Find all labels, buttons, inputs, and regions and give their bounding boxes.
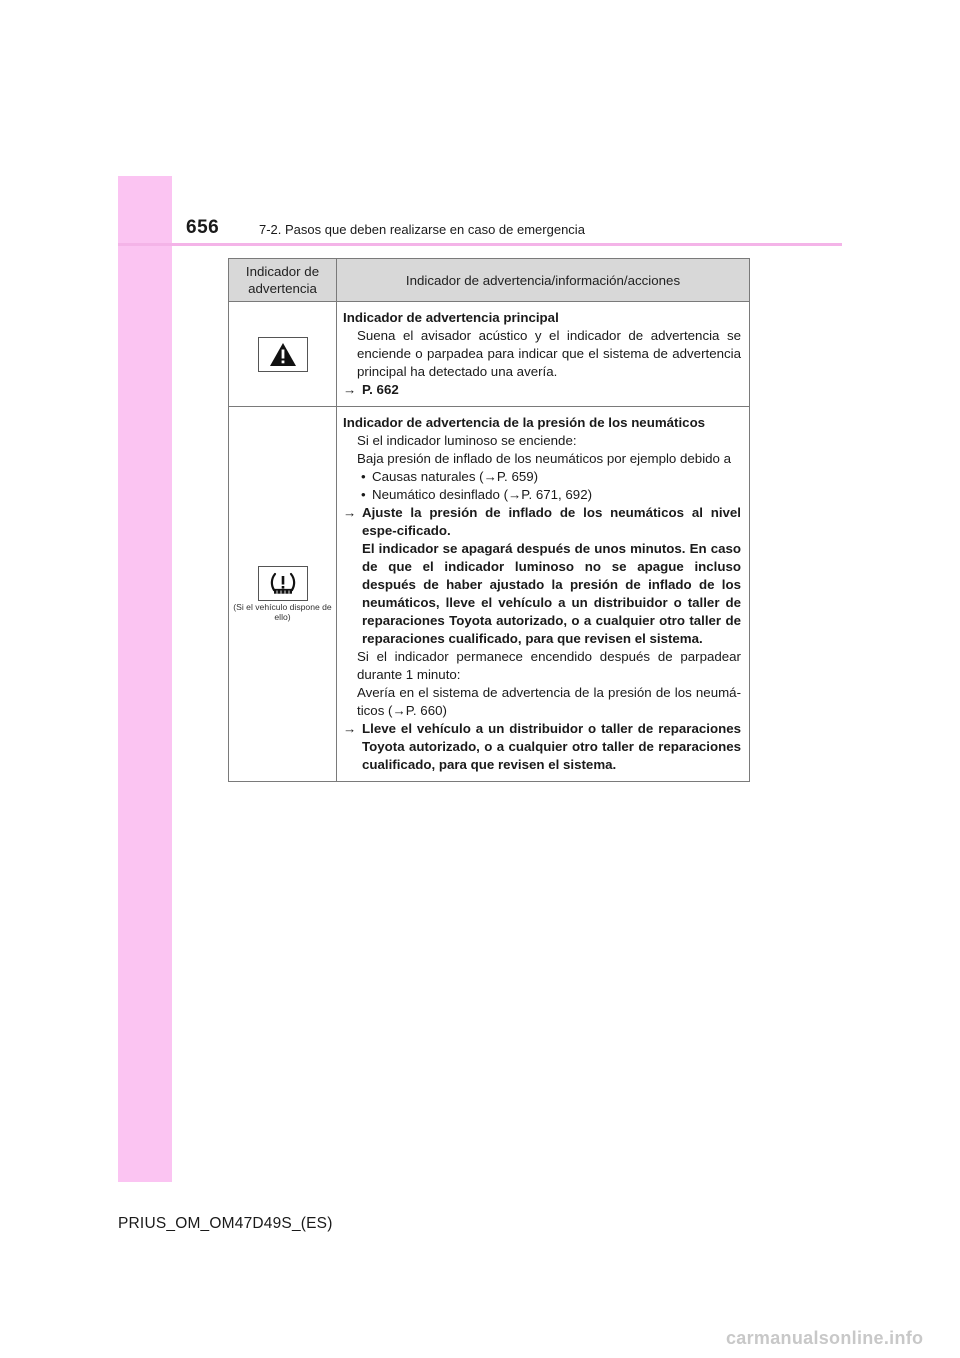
arrow-glyph: →	[343, 721, 357, 736]
watermark: carmanualsonline.info	[726, 1328, 924, 1348]
document-code: PRIUS_OM_OM47D49S_(ES)	[118, 1215, 333, 1232]
list-item	[343, 468, 741, 486]
condition-text: Baja presión de inflado de los neumáticos por ejemplo debido a	[357, 451, 732, 466]
page-number: 656	[186, 217, 220, 238]
action-text: Ajuste la presión de inflado de los neumáticos al nivel espe-cificado.	[362, 505, 741, 538]
header-rule	[118, 243, 842, 246]
bullet-glyph: •	[361, 469, 366, 484]
table-row	[229, 407, 750, 782]
list-item-text: Neumático desinflado (→P. 671, 692)	[372, 487, 593, 502]
row-title: Indicador de advertencia de la presión de los neumáticos	[343, 415, 706, 430]
condition-detail: Avería en el sistema de advertencia de la presión de los neumá-ticos (→P. 660)	[357, 685, 741, 718]
page-reference-text: P. 662	[362, 382, 399, 397]
tire-pressure-warning-icon	[258, 566, 308, 601]
row-description: Suena el avisador acústico y el indicador de advertencia se enciende o parpadea para indicar que el sistema de advertencia principal ha detectado una avería.	[357, 328, 741, 379]
row-title: Indicador de advertencia principal	[343, 310, 559, 325]
indicator-cell	[229, 407, 337, 782]
action-text: Lleve el vehículo a un distribuidor o taller de reparaciones Toyota autorizado, o a cualquier otro taller de reparaciones cualificado, para que revisen el sistema.	[362, 721, 741, 772]
column-header-indicator: Indicador de advertencia	[229, 259, 337, 302]
condition-text: Si el indicador permanece encendido después de parpadear durante 1 minuto:	[357, 649, 741, 682]
table-row	[229, 302, 750, 407]
condition-heading: Si el indicador luminoso se enciende:	[357, 433, 577, 448]
indicator-cell	[229, 302, 337, 407]
column-header-description: Indicador de advertencia/información/acciones	[337, 259, 750, 302]
master-warning-triangle-icon	[258, 337, 308, 372]
table-header-row	[229, 259, 750, 302]
list-item-text: Causas naturales (→P. 659)	[372, 469, 539, 484]
action-line	[343, 720, 741, 774]
warning-indicator-table	[228, 258, 750, 782]
arrow-glyph: →	[343, 382, 357, 397]
list-item	[343, 486, 741, 504]
page-reference	[343, 381, 741, 399]
side-color-band	[118, 176, 172, 1182]
description-cell	[337, 407, 750, 782]
icon-caption: (Si el vehículo dispone de ello)	[233, 602, 332, 622]
section-title: 7-2. Pasos que deben realizarse en caso de emergencia	[259, 222, 585, 237]
note-text: El indicador se apagará después de unos minutos. En caso de que el indicador luminoso no se apague incluso después de haber ajustado la presión de inflado de los neumáticos, lleve el vehículo a un distribuidor o taller de reparaciones Toyota autorizado, o a cualquier otro taller de reparaciones cualificado, para que revisen el sistema.	[362, 541, 741, 646]
arrow-glyph: →	[343, 505, 357, 520]
description-cell	[337, 302, 750, 407]
action-line	[343, 504, 741, 540]
bullet-glyph: •	[361, 487, 366, 502]
